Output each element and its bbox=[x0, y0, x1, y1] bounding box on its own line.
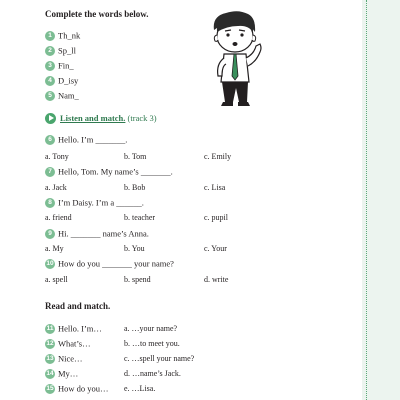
option-6a: a. Tony bbox=[45, 152, 69, 161]
number-badge: 1 bbox=[45, 31, 55, 41]
number-badge: 6 bbox=[45, 135, 55, 145]
option-10a: a. spell bbox=[45, 275, 68, 284]
option-8c: c. pupil bbox=[204, 213, 228, 222]
number-badge: 13 bbox=[46, 355, 54, 363]
cartoon-boy-illustration bbox=[200, 8, 270, 108]
option-6b: b. Tom bbox=[124, 152, 147, 161]
number-badge: 12 bbox=[46, 340, 54, 348]
match-right-e: e. …Lisa. bbox=[124, 384, 156, 393]
dotted-margin-line bbox=[366, 0, 367, 400]
word-item-2: 2 Sp_ll bbox=[45, 45, 76, 57]
option-9b: b. You bbox=[124, 244, 145, 253]
number-badge: 2 bbox=[45, 46, 55, 56]
word-item-1: 1 Th_nk bbox=[45, 30, 80, 42]
question-10: 10 How do you _______ your name? bbox=[46, 258, 174, 269]
number-badge: 10 bbox=[46, 260, 54, 268]
word-item-3: 3 Fin_ bbox=[45, 60, 74, 72]
option-9a: a. My bbox=[45, 244, 64, 253]
number-badge: 15 bbox=[46, 385, 54, 393]
match-left-14: 14 My… bbox=[46, 368, 79, 379]
match-left-12: 12 What’s… bbox=[46, 338, 91, 349]
question-7: 7 Hello, Tom. My name’s _______. bbox=[45, 166, 173, 178]
match-right-a: a. …your name? bbox=[124, 324, 178, 333]
match-left-11: 11 Hello. I’m… bbox=[46, 323, 102, 334]
match-right-d: d. …name’s Jack. bbox=[124, 369, 181, 378]
option-7a: a. Jack bbox=[45, 183, 67, 192]
option-8b: b. teacher bbox=[124, 213, 156, 222]
section3-heading: Read and match. bbox=[45, 301, 111, 311]
section1-heading: Complete the words below. bbox=[45, 9, 149, 19]
number-badge: 4 bbox=[45, 76, 55, 86]
number-badge: 14 bbox=[46, 370, 54, 378]
question-9: 9 Hi. _______ name’s Anna. bbox=[45, 228, 149, 240]
number-badge: 5 bbox=[45, 91, 55, 101]
number-badge: 8 bbox=[45, 198, 55, 208]
option-6c: c. Emily bbox=[204, 152, 232, 161]
match-right-b: b. …to meet you. bbox=[124, 339, 180, 348]
word-item-5: 5 Nam_ bbox=[45, 90, 79, 102]
number-badge: 11 bbox=[46, 325, 54, 333]
option-7c: c. Lisa bbox=[204, 183, 226, 192]
play-circle-icon[interactable] bbox=[45, 113, 56, 124]
match-right-c: c. …spell your name? bbox=[124, 354, 195, 363]
section2-heading: Listen and match. (track 3) bbox=[45, 111, 157, 124]
option-9c: c. Your bbox=[204, 244, 227, 253]
question-8: 8 I’m Daisy. I’m a ______. bbox=[45, 197, 144, 209]
number-badge: 3 bbox=[45, 61, 55, 71]
option-10b: b. spend bbox=[124, 275, 151, 284]
option-7b: b. Bob bbox=[124, 183, 146, 192]
match-left-15: 15 How do you… bbox=[46, 383, 109, 394]
number-badge: 9 bbox=[45, 229, 55, 239]
word-item-4: 4 D_isy bbox=[45, 75, 78, 87]
option-8a: a. friend bbox=[45, 213, 72, 222]
number-badge: 7 bbox=[45, 167, 55, 177]
page-edge-band bbox=[362, 0, 400, 400]
question-6: 6 Hello. I’m _______. bbox=[45, 134, 127, 146]
track-label: (track 3) bbox=[127, 113, 157, 124]
option-10c: d. write bbox=[204, 275, 229, 284]
match-left-13: 13 Nice… bbox=[46, 353, 83, 364]
